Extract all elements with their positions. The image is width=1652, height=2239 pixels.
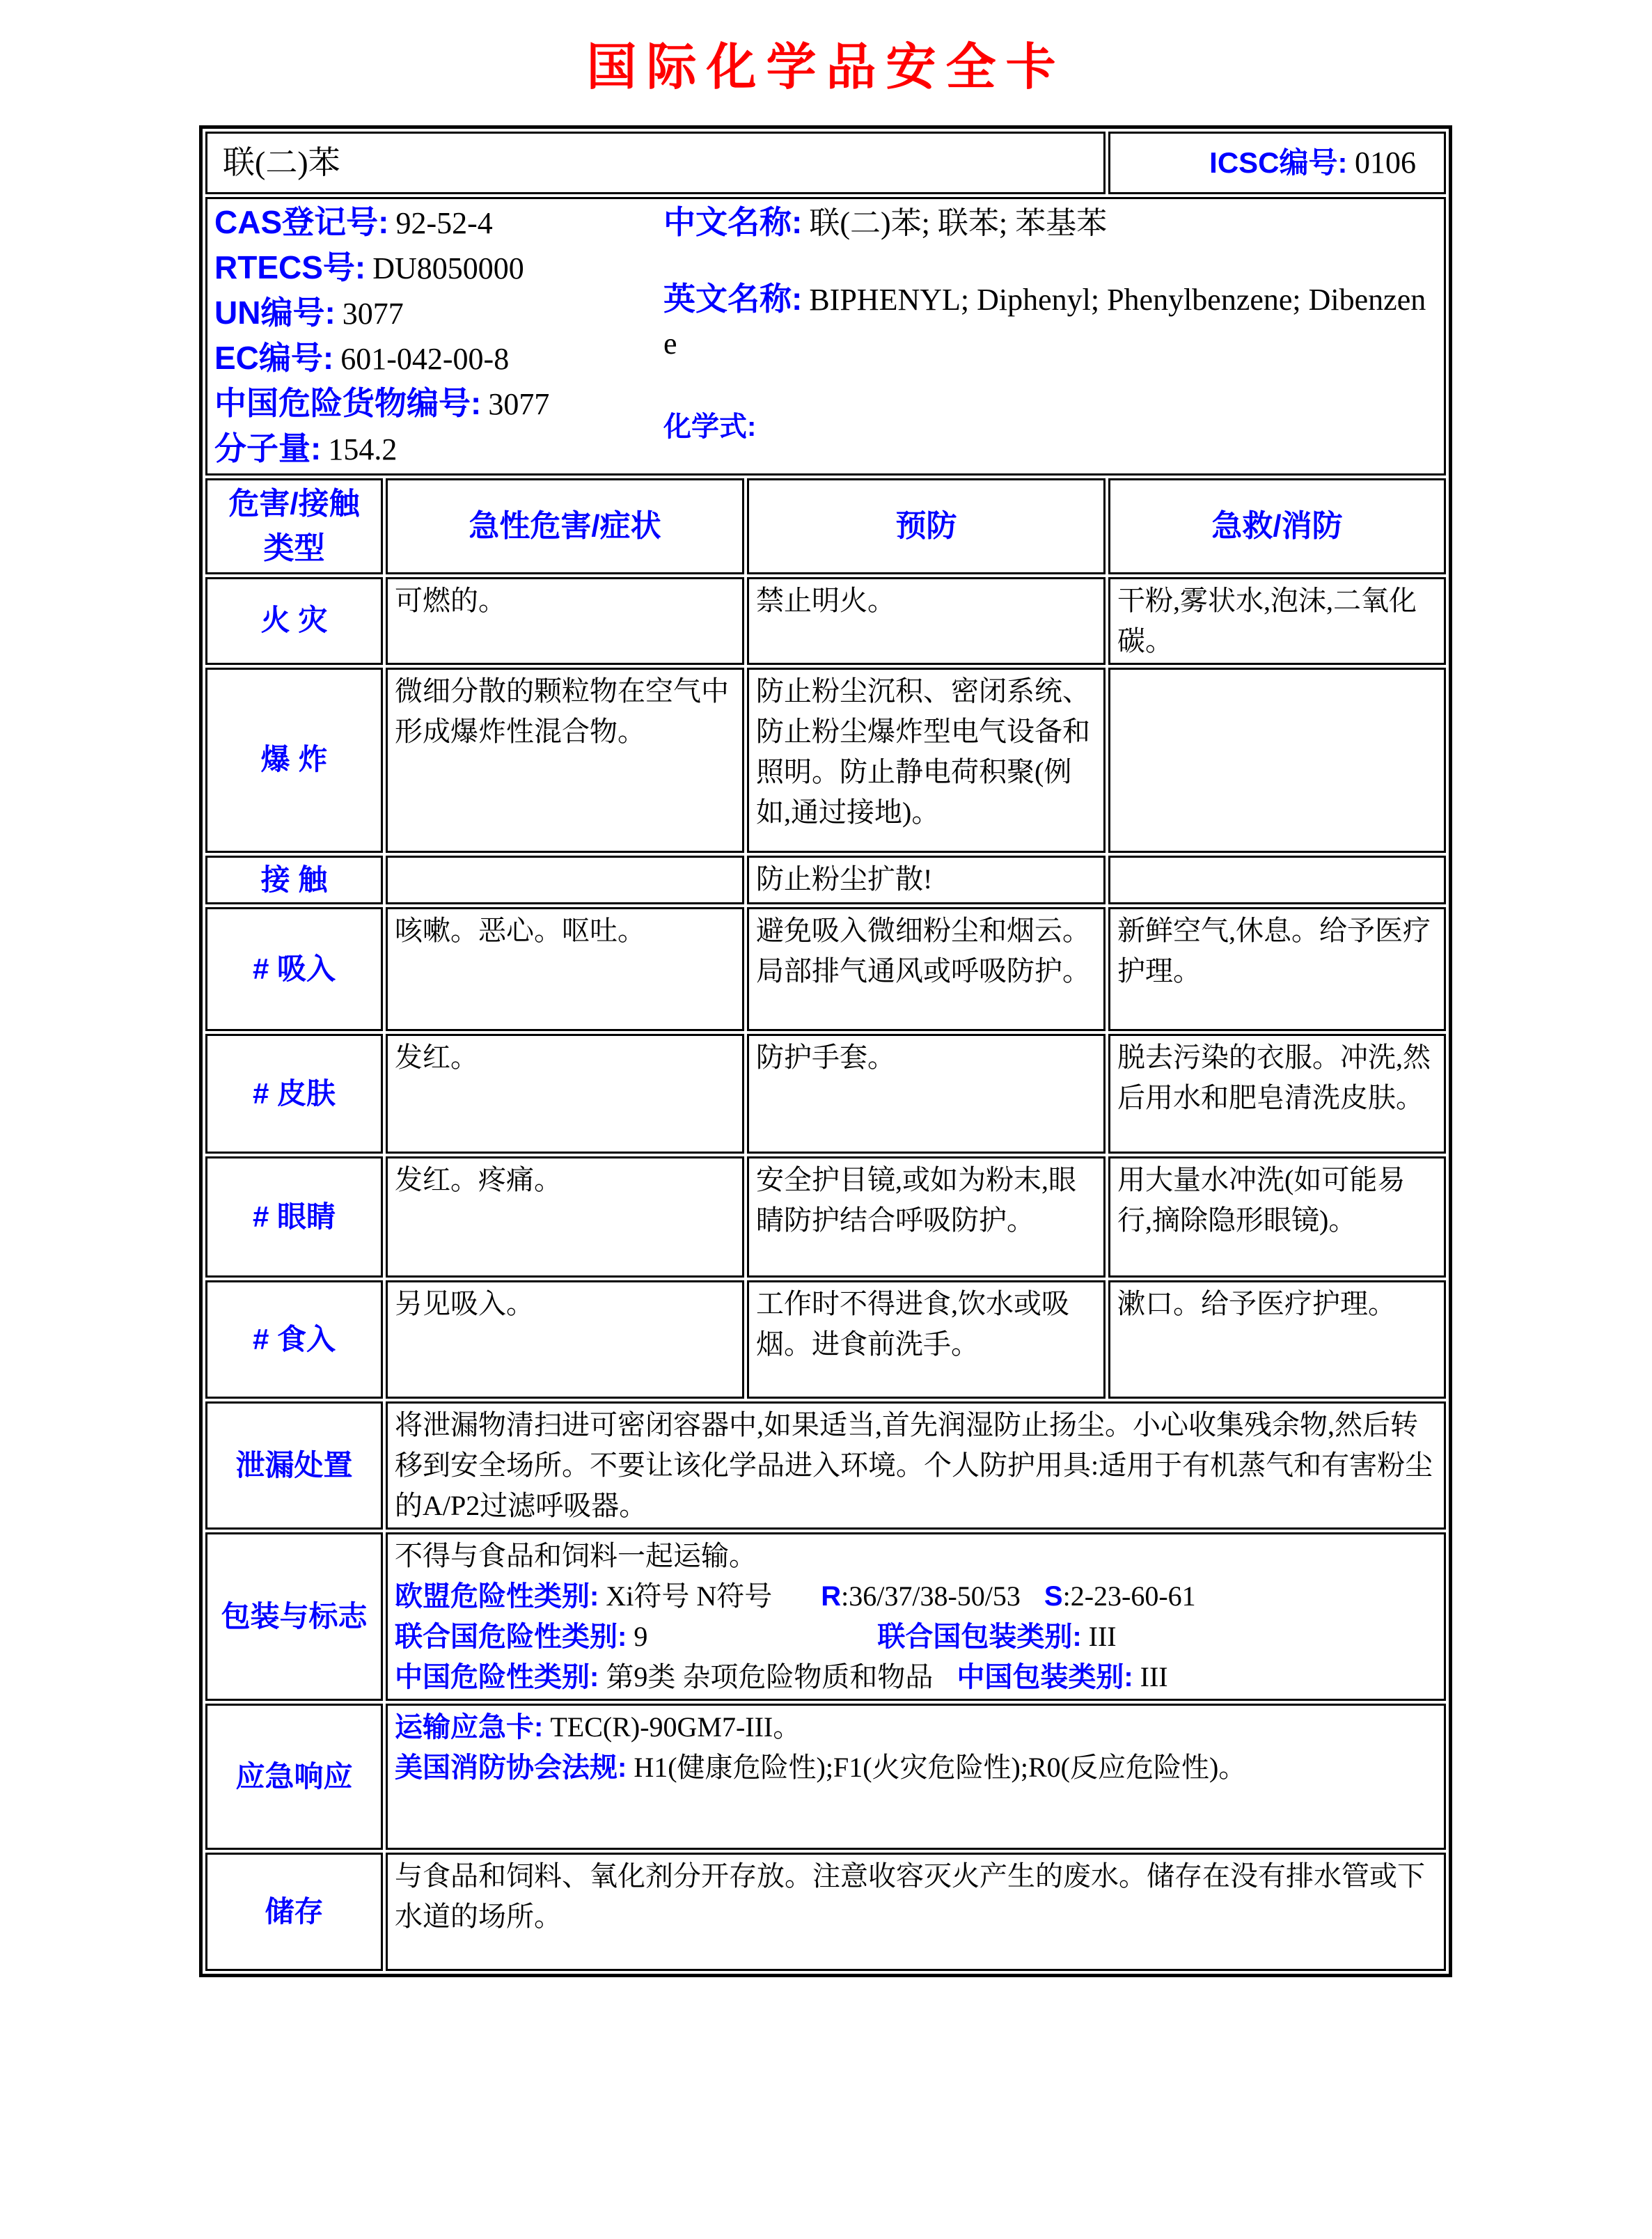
r-phrase-value: :36/37/38-50/53 — [841, 1580, 1021, 1612]
hazard-row-ingestion — [205, 1280, 1446, 1399]
english-name-line — [663, 277, 1437, 366]
chinese-name-value: 联(二)苯; 联苯; 苯基苯 — [809, 206, 1108, 240]
icsc-number: 0106 — [1355, 146, 1416, 180]
hazard-header-row — [205, 478, 1446, 574]
cas-label: CAS登记号: — [214, 204, 389, 240]
formula-label: 化学式: — [663, 411, 757, 442]
identifiers-right-column — [663, 201, 1437, 472]
un-hazard-class-value: 9 — [634, 1621, 648, 1653]
skin-prevention: 防护手套。 — [747, 1034, 1106, 1154]
storage-text: 与食品和饲料、氧化剂分开存放。注意收容灭火产生的废水。储存在没有排水管或下水道的场所。 — [386, 1853, 1446, 1971]
ec-number-line — [214, 336, 663, 382]
molecular-weight-label: 分子量: — [214, 430, 322, 466]
chinese-name-line — [663, 201, 1437, 246]
card-header-row — [205, 132, 1446, 194]
identifiers-layout — [214, 201, 1437, 472]
exposure-response — [1108, 856, 1446, 905]
exposure-prevention: 防止粉尘扩散! — [747, 856, 1106, 905]
packaging-cell — [386, 1532, 1446, 1701]
spill-disposal-label: 泄漏处置 — [205, 1401, 383, 1530]
identifiers-cell — [205, 197, 1446, 476]
skin-response: 脱去污染的衣服。冲洗,然后用水和肥皂清洗皮肤。 — [1108, 1034, 1446, 1154]
hazard-type-header-line1: 危害/接触 — [228, 487, 360, 521]
hazard-row-exposure — [205, 856, 1446, 905]
hazard-type-header-cell — [205, 478, 383, 574]
chinese-name-label: 中文名称: — [663, 204, 803, 240]
un-value: 3077 — [342, 297, 404, 331]
packaging-transport-note: 不得与食品和饲料一起运输。 — [395, 1540, 757, 1572]
icsc-label: ICSC编号: — [1209, 146, 1348, 180]
china-dg-label: 中国危险货物编号: — [214, 385, 482, 421]
un-label: UN编号: — [214, 294, 336, 331]
molecular-weight-line — [214, 427, 663, 472]
ingestion-prevention: 工作时不得进食,饮水或吸烟。进食前洗手。 — [747, 1280, 1106, 1399]
eyes-label: # 眼睛 — [205, 1156, 383, 1278]
safety-card-table — [199, 125, 1452, 1977]
hazard-row-skin — [205, 1034, 1446, 1154]
explosion-label: 爆 炸 — [205, 668, 383, 853]
ec-value: 601-042-00-8 — [340, 342, 510, 376]
exposure-symptoms — [386, 856, 744, 905]
packaging-eu-line — [395, 1576, 1437, 1617]
explosion-prevention: 防止粉尘沉积、密闭系统、防止粉尘爆炸型电气设备和照明。防止静电荷积聚(例如,通过接地)。 — [747, 668, 1106, 853]
page-title: 国际化学品安全卡 — [586, 40, 1066, 95]
cas-value: 92-52-4 — [395, 206, 493, 240]
ingestion-label: # 食入 — [205, 1280, 383, 1399]
english-name-value: BIPHENYL; Diphenyl; Phenylbenzene; Dibenzene — [663, 283, 1426, 361]
prevention-header-cell: 预防 — [747, 478, 1106, 574]
formula-line — [663, 404, 1437, 458]
nfpa-code-value: H1(健康危险性);F1(火灾危险性);R0(反应危险性)。 — [634, 1752, 1247, 1784]
cn-packing-group-value: III — [1140, 1661, 1168, 1693]
inhalation-label: # 吸入 — [205, 907, 383, 1031]
un-number-line — [214, 291, 663, 336]
eyes-symptoms: 发红。疼痛。 — [386, 1156, 744, 1278]
tec-card-value: TEC(R)-90GM7-III。 — [550, 1711, 801, 1743]
eyes-prevention: 安全护目镜,或如为粉末,眼睛防护结合呼吸防护。 — [747, 1156, 1106, 1278]
symptoms-header-cell: 急性危害/症状 — [386, 478, 744, 574]
substance-name: 联(二)苯 — [223, 144, 340, 180]
nfpa-code-label: 美国消防协会法规: — [395, 1752, 627, 1784]
emergency-response-cell — [386, 1704, 1446, 1850]
hazard-type-header-line2: 类型 — [263, 531, 325, 565]
eyes-response: 用大量水冲洗(如可能易行,摘除隐形眼镜)。 — [1108, 1156, 1446, 1278]
ingestion-response: 漱口。给予医疗护理。 — [1108, 1280, 1446, 1399]
cas-number-line — [214, 201, 663, 246]
china-dg-value: 3077 — [488, 387, 550, 421]
cn-hazard-class-value: 第9类 杂项危险物质和物品 — [606, 1661, 934, 1693]
substance-name-cell — [205, 132, 1106, 194]
fire-symptoms: 可燃的。 — [386, 577, 744, 665]
explosion-symptoms: 微细分散的颗粒物在空气中形成爆炸性混合物。 — [386, 668, 744, 853]
english-name-label: 英文名称: — [663, 281, 803, 317]
ec-label: EC编号: — [214, 340, 334, 376]
packaging-un-line — [395, 1617, 1437, 1657]
hazard-row-inhalation — [205, 907, 1446, 1031]
spill-disposal-text: 将泄漏物清扫进可密闭容器中,如果适当,首先润湿防止扬尘。小心收集残余物,然后转移到安全场所。不要让该化学品进入环境。个人防护用具:适用于有机蒸气和有害粉尘的A/P2过滤呼吸器。 — [386, 1401, 1446, 1530]
china-dg-number-line — [214, 382, 663, 427]
identifiers-row — [205, 197, 1446, 476]
storage-row — [205, 1853, 1446, 1971]
skin-label: # 皮肤 — [205, 1034, 383, 1154]
rtecs-value: DU8050000 — [372, 251, 524, 285]
un-packing-group-value: III — [1088, 1621, 1117, 1653]
molecular-weight-value: 154.2 — [328, 432, 398, 466]
inhalation-response: 新鲜空气,休息。给予医疗护理。 — [1108, 907, 1446, 1031]
packaging-label: 包装与标志 — [205, 1532, 383, 1701]
rtecs-label: RTECS号: — [214, 249, 366, 285]
eu-hazard-class-value: Xi符号 N符号 — [606, 1580, 773, 1612]
hazard-row-explosion — [205, 668, 1446, 853]
emergency-response-row — [205, 1704, 1446, 1850]
storage-label: 储存 — [205, 1853, 383, 1971]
hazard-row-fire — [205, 577, 1446, 665]
s-phrase-value: :2-23-60-61 — [1062, 1580, 1196, 1612]
tec-card-label: 运输应急卡: — [395, 1712, 544, 1743]
exposure-label: 接 触 — [205, 856, 383, 905]
fire-prevention: 禁止明火。 — [747, 577, 1106, 665]
packaging-row — [205, 1532, 1446, 1701]
ingestion-symptoms: 另见吸入。 — [386, 1280, 744, 1399]
skin-symptoms: 发红。 — [386, 1034, 744, 1154]
icsc-number-cell — [1108, 132, 1446, 194]
eu-hazard-class-label: 欧盟危险性类别: — [395, 1581, 599, 1612]
explosion-response — [1108, 668, 1446, 853]
packaging-cn-line — [395, 1657, 1437, 1697]
emergency-response-label: 应急响应 — [205, 1704, 383, 1850]
un-hazard-class-label: 联合国危险性类别: — [395, 1621, 627, 1653]
rtecs-number-line — [214, 246, 663, 291]
nfpa-line — [395, 1747, 1437, 1788]
cn-hazard-class-label: 中国危险性类别: — [395, 1662, 599, 1693]
hazard-row-eyes — [205, 1156, 1446, 1278]
fire-label: 火 灾 — [205, 577, 383, 665]
inhalation-symptoms: 咳嗽。恶心。呕吐。 — [386, 907, 744, 1031]
spill-disposal-row — [205, 1401, 1446, 1530]
cn-packing-group-label: 中国包装类别: — [957, 1662, 1133, 1693]
response-header-cell: 急救/消防 — [1108, 478, 1446, 574]
un-packing-group-label: 联合国包装类别: — [877, 1621, 1082, 1653]
identifiers-left-column — [214, 201, 663, 472]
r-phrase-label: R — [821, 1581, 842, 1612]
s-phrase-label: S — [1044, 1581, 1063, 1612]
tec-line — [395, 1707, 1437, 1747]
inhalation-prevention: 避免吸入微细粉尘和烟云。局部排气通风或呼吸防护。 — [747, 907, 1106, 1031]
fire-response: 干粉,雾状水,泡沫,二氧化碳。 — [1108, 577, 1446, 665]
